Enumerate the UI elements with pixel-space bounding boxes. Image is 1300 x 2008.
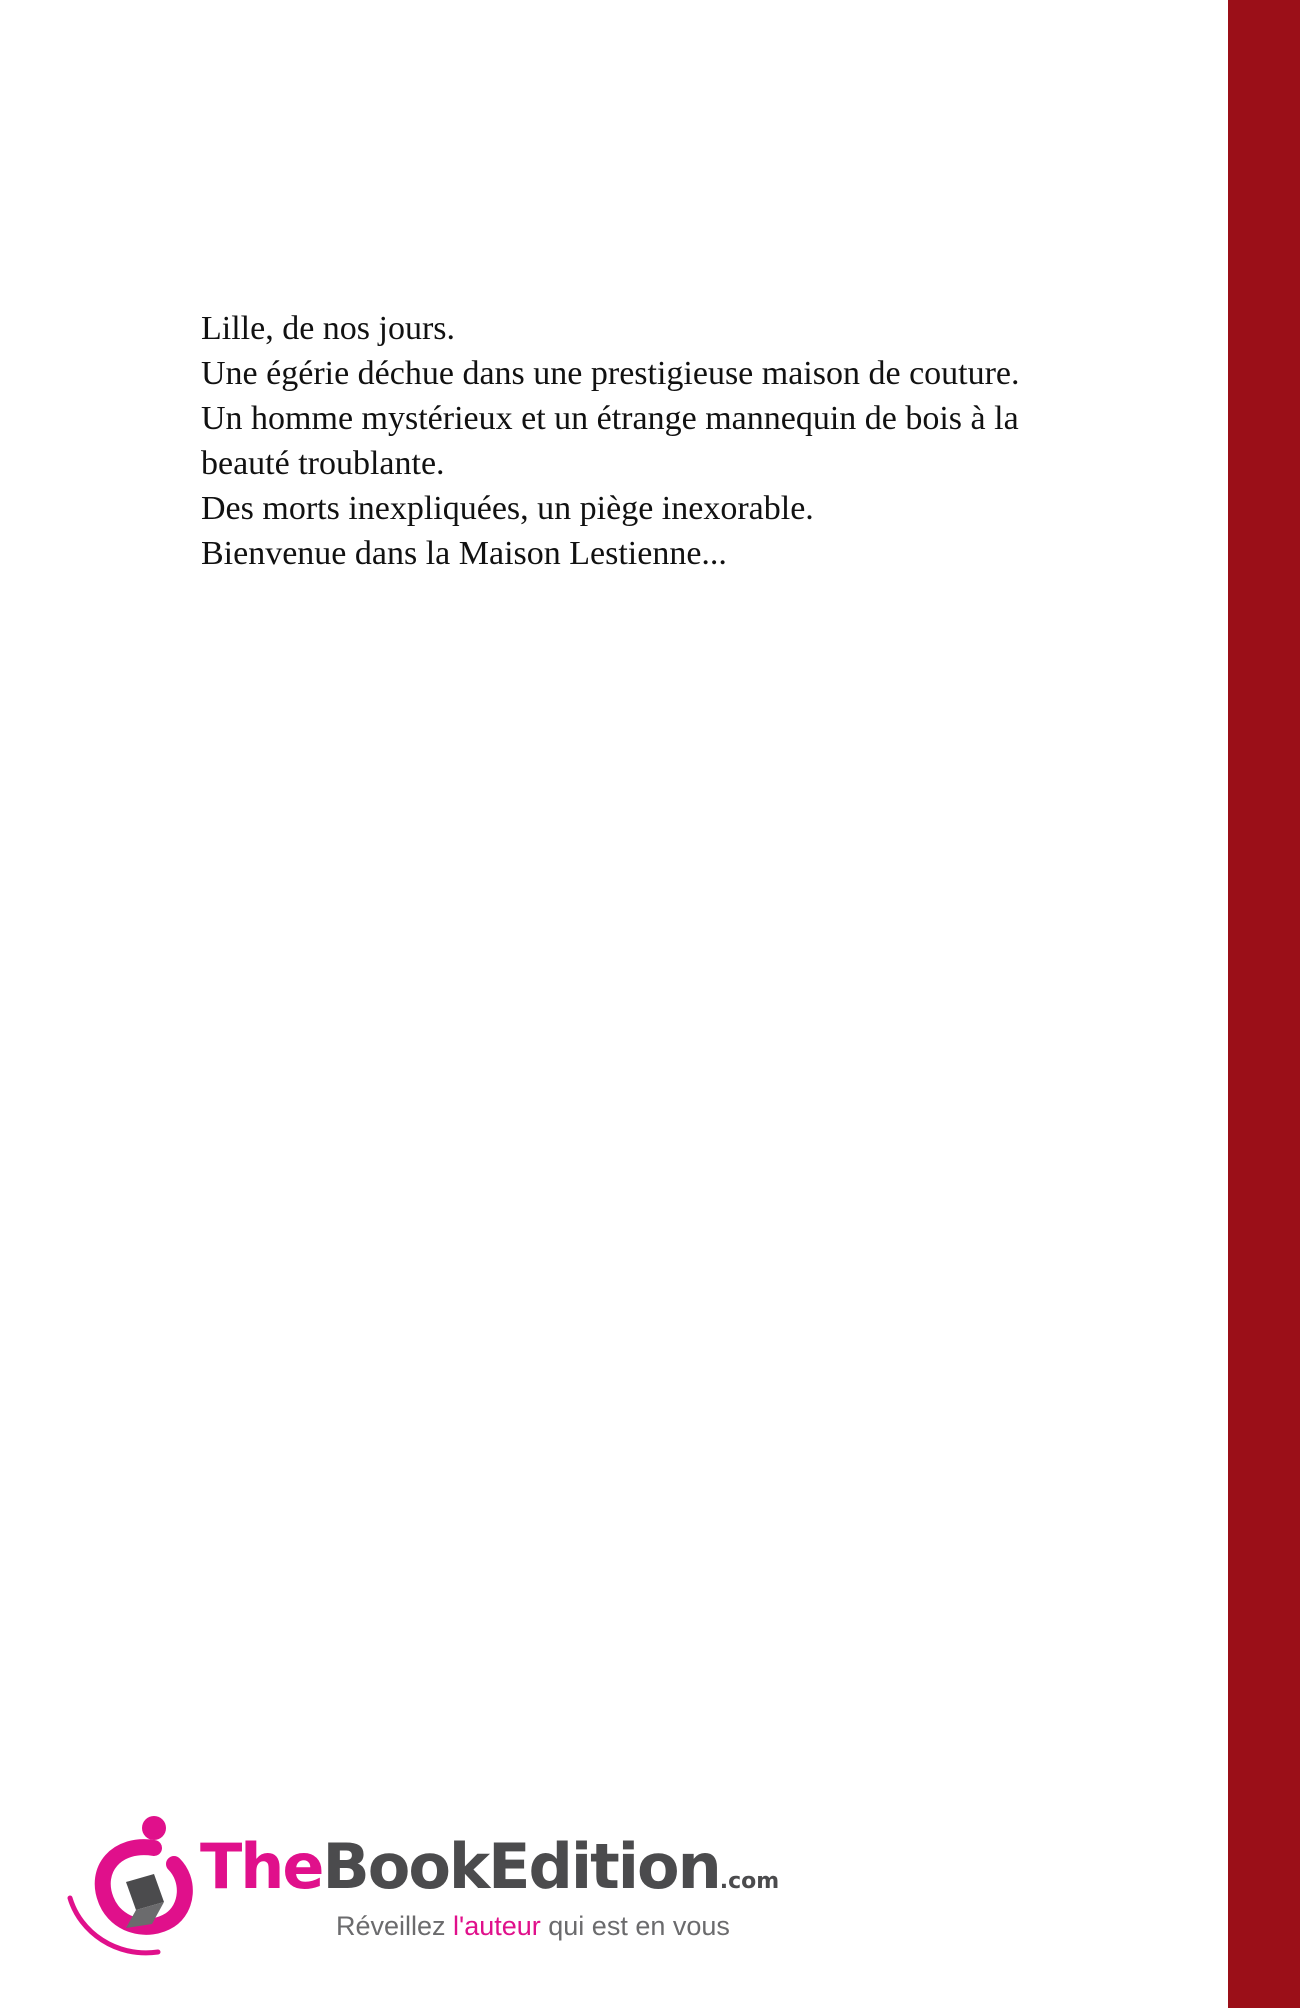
logo-dotcom: .com [719, 1869, 780, 1894]
tagline-accent: l'auteur [453, 1911, 541, 1941]
logo-wordmark [200, 1832, 779, 1917]
blurb-line: Un homme mystérieux et un étrange mannequin de bois à la [201, 400, 1019, 437]
blurb-line: beauté troublante. [201, 445, 445, 482]
blurb-line: Une égérie déchue dans une prestigieuse maison de couture. [201, 355, 1020, 392]
book-spine-band [1228, 0, 1300, 2008]
thebookedition-logo-mark-icon [66, 1812, 196, 1962]
tagline-start: Réveillez [336, 1911, 454, 1941]
publisher-logo [66, 1812, 866, 1962]
logo-the: The [200, 1830, 323, 1903]
logo-bookedition: BookEdition [322, 1830, 720, 1903]
blurb-line: Bienvenue dans la Maison Lestienne... [201, 535, 727, 572]
logo-tagline [336, 1910, 730, 1942]
blurb-line: Des morts inexpliquées, un piège inexorable. [201, 490, 814, 527]
tagline-end: qui est en vous [540, 1911, 730, 1941]
blurb-line: Lille, de nos jours. [201, 310, 456, 347]
back-cover-blurb [201, 306, 1161, 576]
